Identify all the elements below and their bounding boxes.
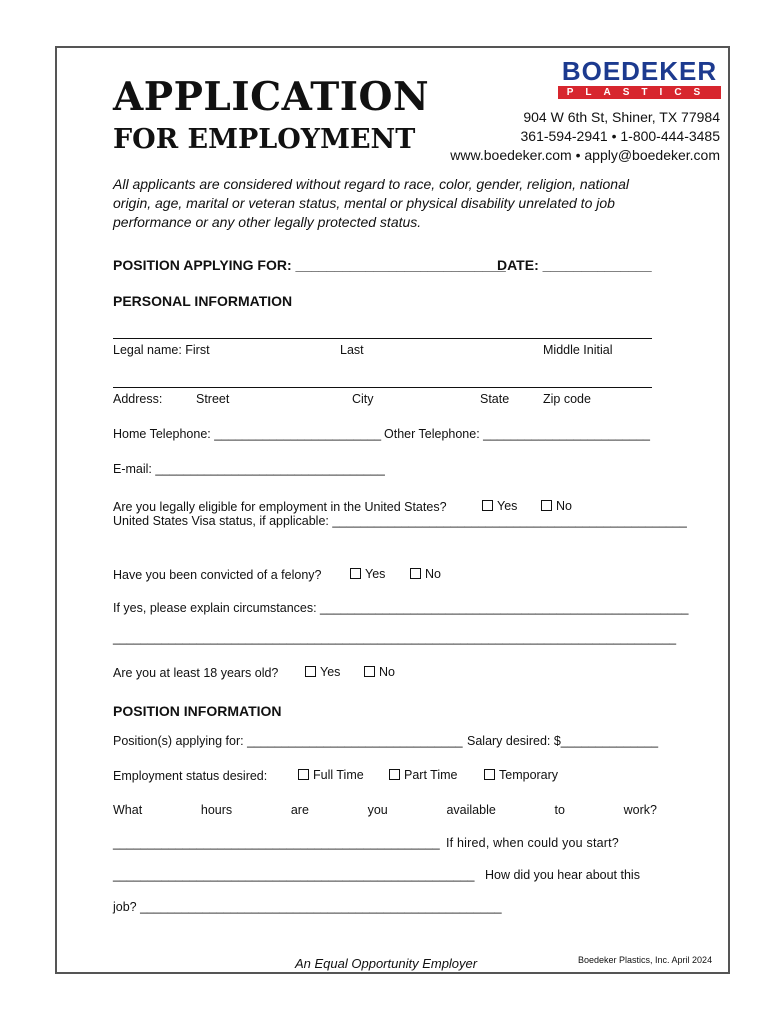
full-time-option[interactable]: Full Time bbox=[298, 768, 364, 782]
form-title: APPLICATION bbox=[113, 74, 430, 120]
felony-explain-line[interactable]: _________________________________________________________________________________ bbox=[113, 631, 677, 645]
company-phones: 361-594-2941 • 1-800-444-3485 bbox=[520, 128, 720, 144]
footer-company-date: Boedeker Plastics, Inc. April 2024 bbox=[578, 955, 713, 965]
checkbox-icon[interactable] bbox=[410, 568, 421, 579]
temporary-option[interactable]: Temporary bbox=[484, 768, 558, 782]
checkbox-icon[interactable] bbox=[541, 500, 552, 511]
checkbox-icon[interactable] bbox=[364, 666, 375, 677]
age-yes-option[interactable]: Yes bbox=[305, 665, 340, 679]
word: to bbox=[554, 803, 565, 817]
company-logo-tagline: PLASTICS bbox=[558, 86, 721, 99]
address-input-line[interactable] bbox=[113, 387, 652, 388]
label-city: City bbox=[352, 392, 374, 406]
company-web: www.boedeker.com • apply@boedeker.com bbox=[450, 147, 720, 163]
company-logo: BOEDEKER bbox=[561, 56, 718, 86]
home-telephone-field[interactable]: Home Telephone: ________________________ bbox=[113, 427, 382, 441]
eligibility-question: Are you legally eligible for employment in the United States? bbox=[113, 500, 447, 514]
positions-applying-field[interactable]: Position(s) applying for: _______________________________ bbox=[113, 734, 463, 748]
word: you bbox=[367, 803, 388, 817]
word: work? bbox=[623, 803, 657, 817]
date-field[interactable]: DATE: ______________ bbox=[497, 257, 652, 273]
checkbox-icon[interactable] bbox=[350, 568, 361, 579]
age-question: Are you at least 18 years old? bbox=[113, 666, 279, 680]
salary-desired-field[interactable]: Salary desired: $______________ bbox=[467, 734, 659, 748]
other-telephone-field[interactable]: Other Telephone: ________________________ bbox=[384, 427, 650, 441]
start-date-question: If hired, when could you start? bbox=[446, 836, 619, 850]
age-no-option[interactable]: No bbox=[364, 665, 395, 679]
visa-status-field[interactable]: United States Visa status, if applicable: ___________________________________________________ bbox=[113, 514, 687, 528]
word: available bbox=[446, 803, 496, 817]
referral-line[interactable]: job? ____________________________________________________ bbox=[113, 900, 502, 914]
felony-yes-option[interactable]: Yes bbox=[350, 567, 385, 581]
checkbox-icon[interactable] bbox=[305, 666, 316, 677]
company-address: 904 W 6th St, Shiner, TX 77984 bbox=[523, 109, 720, 125]
felony-explain-field[interactable]: If yes, please explain circumstances: _____________________________________________________ bbox=[113, 601, 689, 615]
part-time-option[interactable]: Part Time bbox=[389, 768, 458, 782]
eoe-statement: An Equal Opportunity Employer bbox=[295, 956, 478, 971]
form-subtitle: FOR EMPLOYMENT bbox=[113, 124, 416, 155]
label-street: Street bbox=[196, 392, 230, 406]
label-address: Address: bbox=[113, 392, 163, 406]
label-middle-initial: Middle Initial bbox=[543, 343, 613, 357]
availability-question bbox=[113, 803, 657, 817]
start-date-line[interactable]: ____________________________________________________ bbox=[113, 868, 475, 882]
checkbox-icon[interactable] bbox=[484, 769, 495, 780]
personal-info-heading: PERSONAL INFORMATION bbox=[113, 293, 293, 309]
referral-question: How did you hear about this bbox=[485, 868, 640, 882]
employment-status-label: Employment status desired: bbox=[113, 769, 268, 783]
checkbox-icon[interactable] bbox=[389, 769, 400, 780]
word: are bbox=[290, 803, 309, 817]
eeo-notice: All applicants are considered without regard to race, color, gender, religion, national origin, age, marital or veteran status, mental or physical disability unrelated to job performance or any other legally protected status. bbox=[113, 176, 629, 230]
label-last-name: Last bbox=[340, 343, 364, 357]
label-zip: Zip code bbox=[543, 392, 591, 406]
label-first-name: Legal name: First bbox=[113, 343, 210, 357]
legal-name-input-line[interactable] bbox=[113, 338, 652, 339]
checkbox-icon[interactable] bbox=[482, 500, 493, 511]
position-applying-field[interactable]: POSITION APPLYING FOR: ___________________________ bbox=[113, 257, 506, 273]
felony-question: Have you been convicted of a felony? bbox=[113, 568, 322, 582]
eligible-no-option[interactable]: No bbox=[541, 499, 572, 513]
eligible-yes-option[interactable]: Yes bbox=[482, 499, 517, 513]
word: What bbox=[113, 803, 143, 817]
position-info-heading: POSITION INFORMATION bbox=[113, 703, 282, 719]
checkbox-icon[interactable] bbox=[298, 769, 309, 780]
email-field[interactable]: E-mail: _________________________________ bbox=[113, 462, 385, 476]
word: hours bbox=[200, 803, 233, 817]
label-state: State bbox=[480, 392, 510, 406]
felony-no-option[interactable]: No bbox=[410, 567, 441, 581]
availability-line[interactable]: _______________________________________________ bbox=[113, 836, 440, 850]
